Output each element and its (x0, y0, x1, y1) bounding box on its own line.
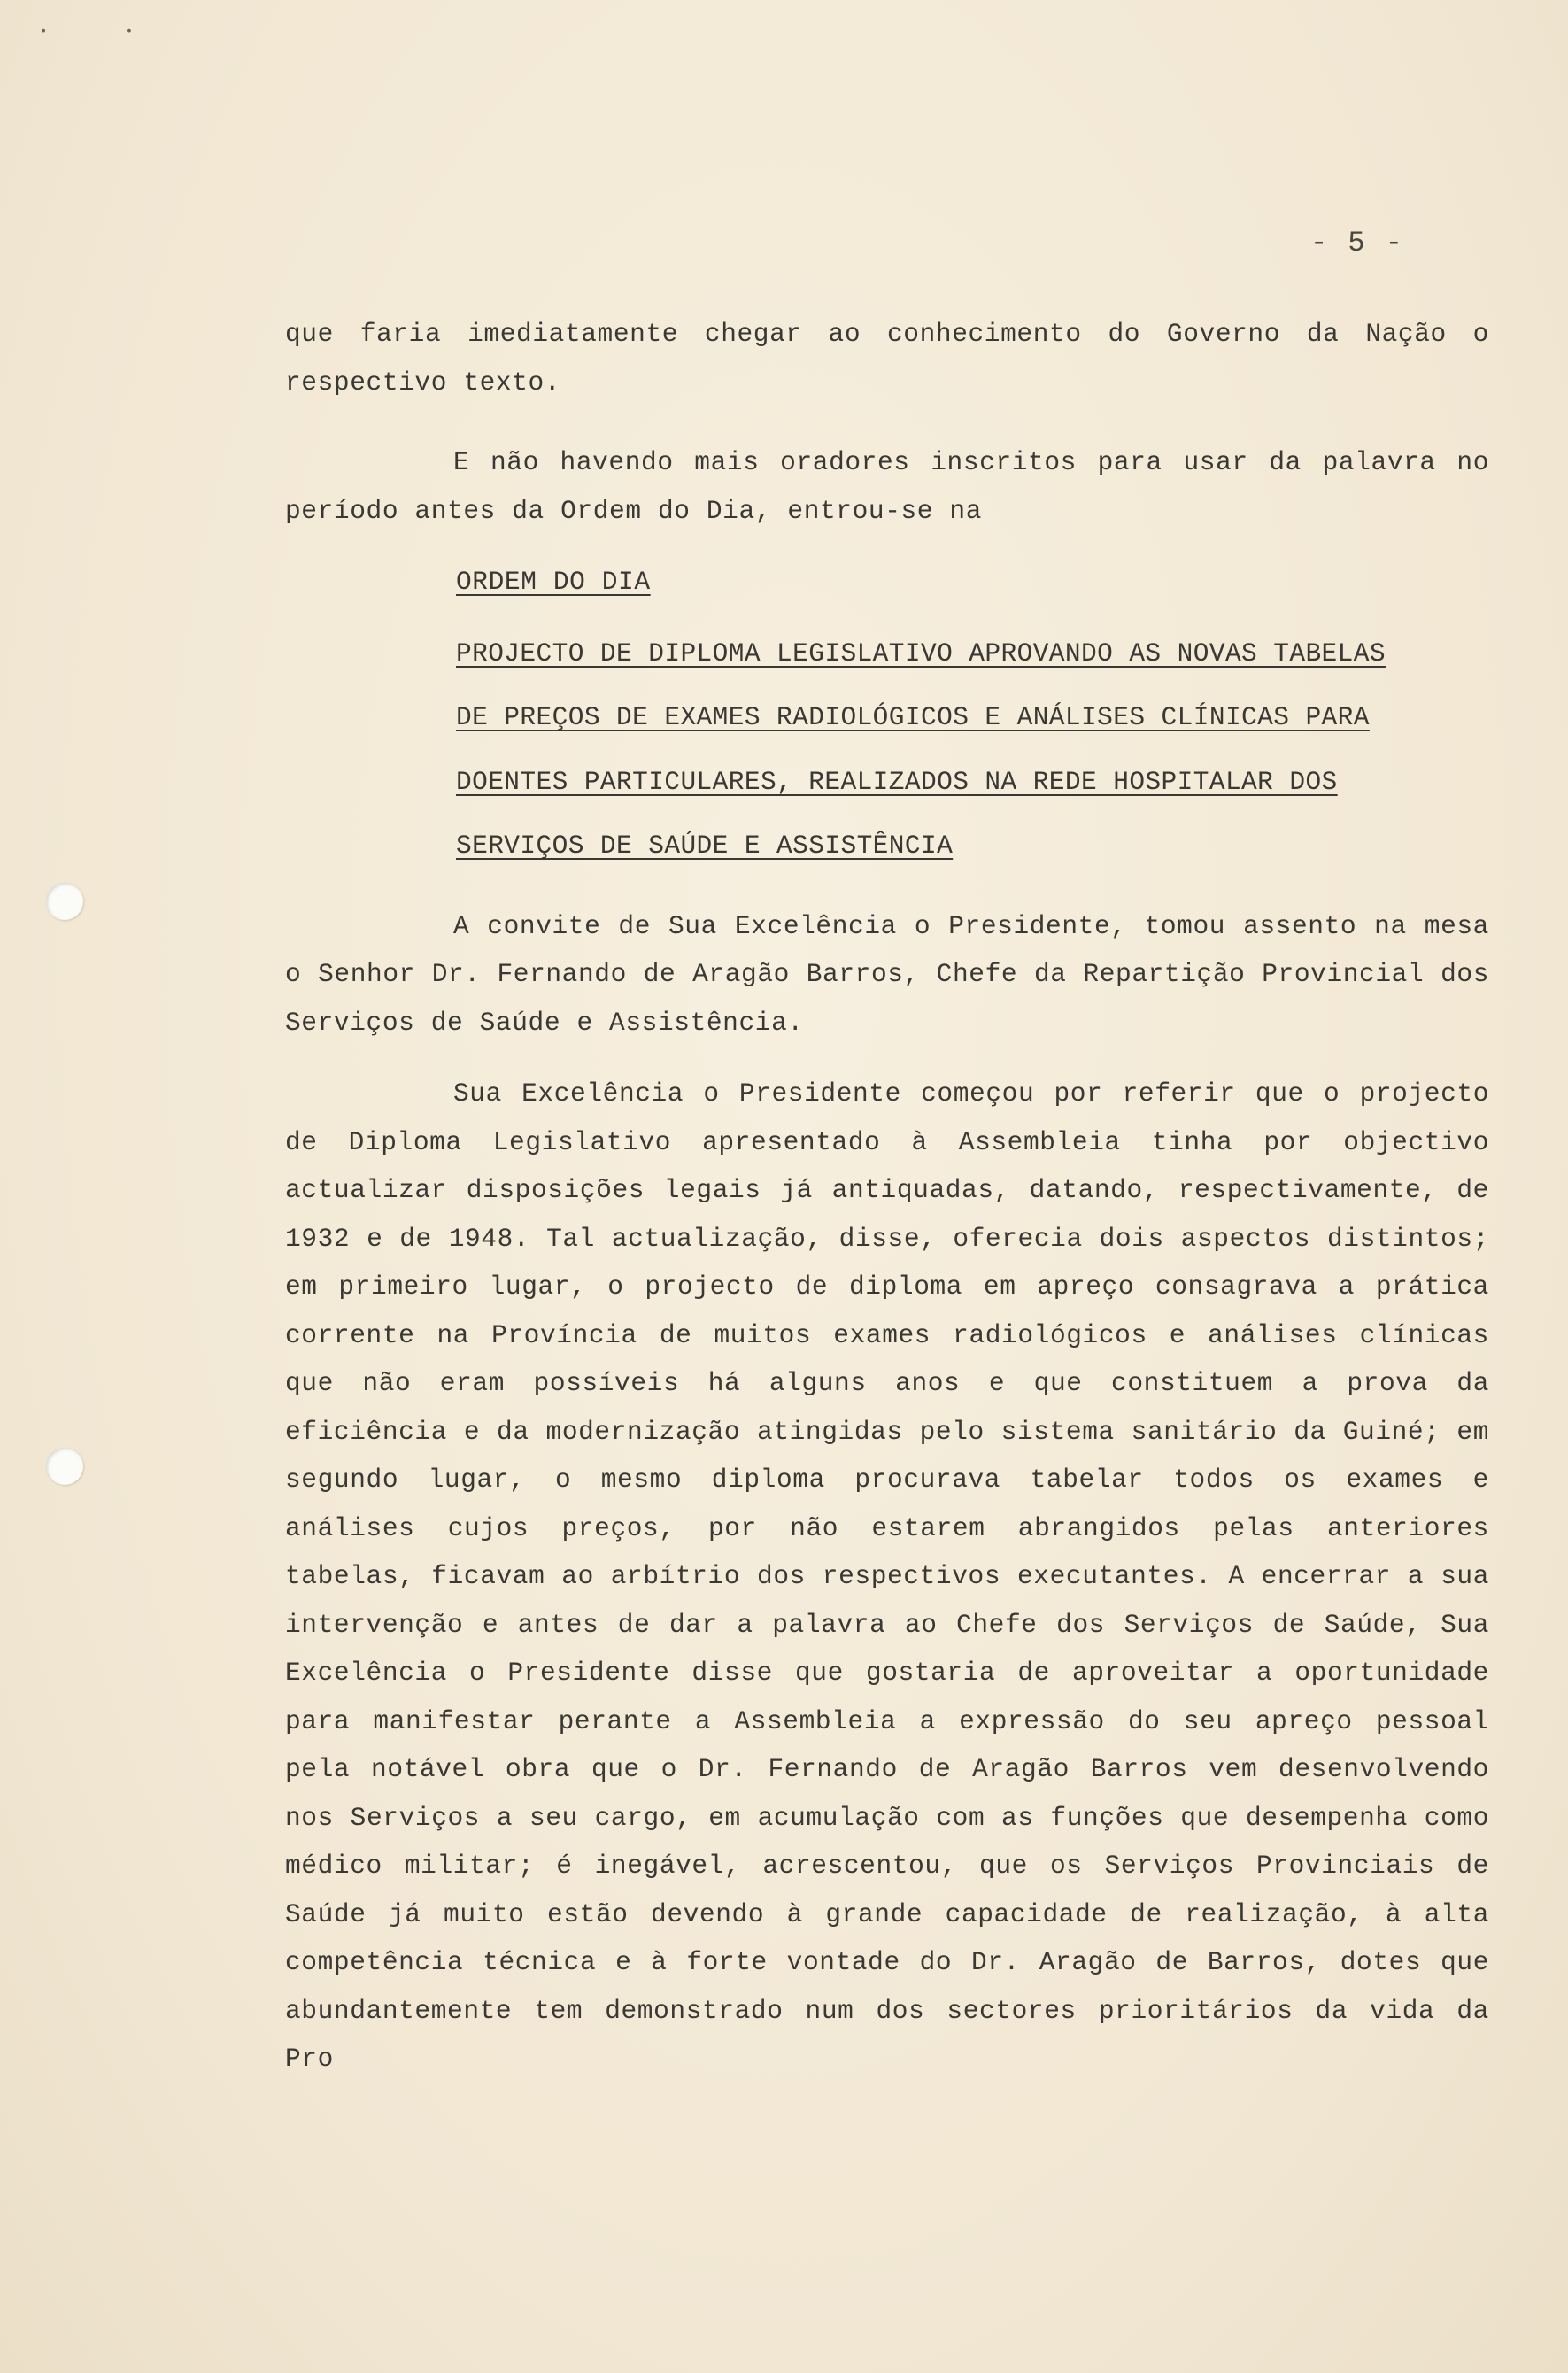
project-heading-line: PROJECTO DE DIPLOMA LEGISLATIVO APROVANDO AS NOVAS TABELAS (456, 638, 1386, 669)
project-heading-line: DE PREÇOS DE EXAMES RADIOLÓGICOS E ANÁLISES CLÍNICAS PARA (456, 702, 1370, 732)
paper-specks: • • (40, 25, 169, 39)
ordem-do-dia-heading: ORDEM DO DIA (456, 567, 651, 597)
punch-hole-lower (46, 1448, 83, 1485)
paragraph-president-remarks: Sua Excelência o Presidente começou por referir que o projecto de Diploma Legislativo apresentado à Assembleia tinha por objectivo actualizar disposições legais já antiquadas, datando, respectivamente, de 1932 e de 1948. Tal actualização, disse, oferecia dois aspectos distintos; em primeiro lugar, o projecto de diploma em apreço consagrava a prática corrente na Província de muitos exames radiológicos e análises clínicas que não eram possíveis há alguns anos e que constituem a prova da eficiência e da modernização atingidas pelo sistema sanitário da Guiné; em segundo lugar, o mesmo diploma procurava tabelar todos os exames e análises cujos preços, por não estarem abrangidos pelas anteriores tabelas, ficavam ao arbítrio dos respectivos executantes. A encerrar a sua intervenção e antes de dar a palavra ao Chefe dos Serviços de Saúde, Sua Excelência o Presidente disse que gostaria de aproveitar a oportunidade para manifestar perante a Assembleia a expressão do seu apreço pessoal pela notável obra que o Dr. Fernando de Aragão Barros vem desenvolvendo nos Serviços a seu cargo, em acumulação com as funções que desempenha como médico militar; é inegável, acrescentou, que os Serviços Provinciais de Saúde já muito estão devendo à grande capacidade de realização, à alta competência técnica e à forte vontade do Dr. Aragão de Barros, dotes que abundantemente tem demonstrado num dos sectores prioritários da vida da Pro (285, 1078, 1489, 2074)
paragraph-invite: A convite de Sua Excelência o Presidente, tomou assento na mesa o Senhor Dr. Fernando de Aragão Barros, Chefe da Repartição Provincial dos Serviços de Saúde e Assistência. (285, 910, 1489, 1038)
paragraph-transition: E não havendo mais oradores inscritos para usar da palavra no período antes da Ordem do Dia, entrou-se na (285, 447, 1489, 526)
paragraph-continuation: que faria imediatamente chegar ao conhecimento do Governo da Nação o respectivo texto. (285, 319, 1489, 398)
project-heading-line: DOENTES PARTICULARES, REALIZADOS NA REDE HOSPITALAR DOS (456, 766, 1338, 797)
project-heading-line: SERVIÇOS DE SAÚDE E ASSISTÊNCIA (456, 831, 954, 861)
punch-hole-upper (46, 883, 83, 920)
project-heading (456, 630, 1489, 870)
document-body (285, 310, 1489, 2083)
page-number: - 5 - (1309, 227, 1404, 259)
